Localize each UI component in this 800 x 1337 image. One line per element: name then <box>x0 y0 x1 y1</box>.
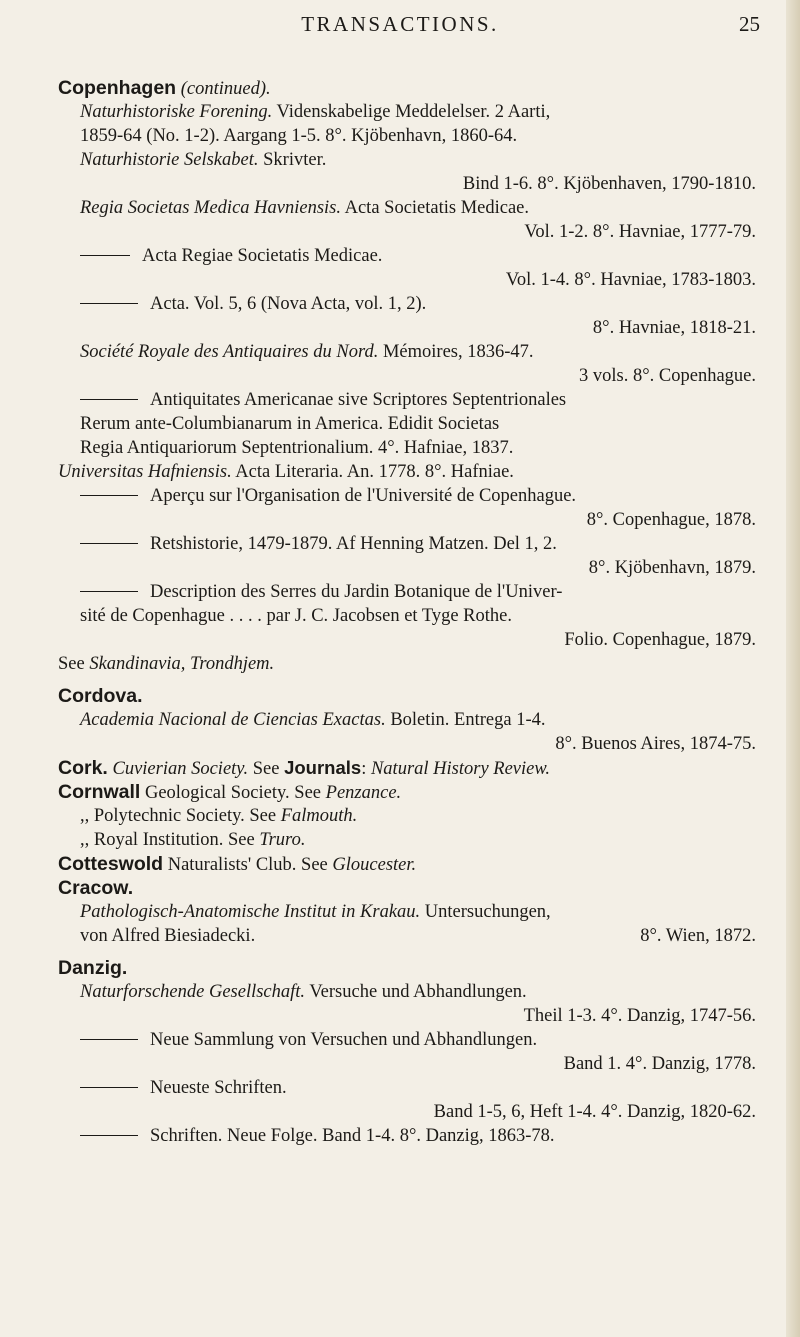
heading-cordova: Cordova. <box>58 685 143 707</box>
cordova-line-2: 8°. Buenos Aires, 1874-75. <box>555 734 756 754</box>
entry-text: Skrivter. <box>258 150 327 170</box>
entry-imprint: 8°. Wien, 1872. <box>640 926 756 946</box>
entry-text: Untersuchungen, <box>420 902 551 922</box>
entry-text: Description des Serres du Jardin Botanique de l'Univer- <box>150 582 563 602</box>
cracow-line-1 <box>58 900 756 924</box>
entry-text: Mémoires, 1836-47. <box>378 342 534 362</box>
heading-cornwall: Cornwall <box>58 781 141 803</box>
society-title: Academia Nacional de Ciencias Exactas. <box>80 710 386 730</box>
danzig-line-7 <box>58 1124 756 1148</box>
entry-text: Royal Institution. See <box>89 830 260 850</box>
ditto-dash <box>80 399 138 400</box>
cracow-line-2 <box>58 924 756 948</box>
ditto-mark: ,, <box>80 830 90 850</box>
copenhagen-line-22: sité de Copenhague . . . . par J. C. Jacobsen et Tyge Rothe. <box>80 606 512 626</box>
entry-text: Acta. Vol. 5, 6 (Nova Acta, vol. 1, 2). <box>150 294 427 314</box>
society-title: Naturhistoriske Forening. <box>80 102 273 122</box>
entry-text: Boletin. Entrega 1-4. <box>385 710 546 730</box>
copenhagen-line-11 <box>58 340 756 364</box>
entry-text: von Alfred Biesiadecki. <box>80 926 256 946</box>
copenhagen-line-17 <box>58 484 756 508</box>
see-label: See <box>248 759 285 779</box>
ditto-dash <box>80 1039 138 1040</box>
ditto-dash <box>80 1087 138 1088</box>
copenhagen-line-10: 8°. Havniae, 1818-21. <box>592 318 756 338</box>
society-title: Pathologisch-Anatomische Institut in Krakau. <box>80 902 421 922</box>
copenhagen-line-2: 1859-64 (No. 1-2). Aargang 1-5. 8°. Kjöbenhavn, 1860-64. <box>80 126 518 146</box>
heading-cork: Cork. <box>58 757 108 779</box>
see-ref: Truro. <box>259 830 306 850</box>
copenhagen-line-3 <box>58 148 756 172</box>
see-ref: Natural History Review. <box>370 759 550 779</box>
copenhagen-line-23: Folio. Copenhague, 1879. <box>564 630 756 650</box>
copenhagen-line-9 <box>58 292 756 316</box>
see-label: See <box>58 654 90 674</box>
page-number: 25 <box>739 12 760 36</box>
entry-cotteswold <box>58 852 756 876</box>
danzig-line-4: Band 1. 4°. Danzig, 1778. <box>563 1054 756 1074</box>
danzig-line-2: Theil 1-3. 4°. Danzig, 1747-56. <box>523 1006 756 1026</box>
entry-heading-copenhagen <box>58 76 756 100</box>
entry-text: Acta Literaria. An. 1778. 8°. Hafniae. <box>231 462 514 482</box>
punctuation: : <box>361 759 371 779</box>
heading-copenhagen: Copenhagen <box>58 77 177 99</box>
ditto-dash <box>80 1135 138 1136</box>
ditto-mark: ,, <box>80 806 90 826</box>
entry-text: Polytechnic Society. See <box>89 806 281 826</box>
cordova-line-1 <box>58 708 756 732</box>
copenhagen-line-13 <box>58 388 756 412</box>
ditto-dash <box>80 495 138 496</box>
society-title: Regia Societas Medica Havniensis. <box>80 198 341 218</box>
cornwall-line-3 <box>58 828 756 852</box>
copenhagen-line-8: Vol. 1-4. 8°. Havniae, 1783-1803. <box>505 270 756 290</box>
copenhagen-line-20: 8°. Kjöbenhavn, 1879. <box>588 558 756 578</box>
running-head-title: TRANSACTIONS. <box>301 12 499 36</box>
copenhagen-line-7 <box>58 244 756 268</box>
heading-note: (continued). <box>180 79 271 99</box>
ditto-dash <box>80 591 138 592</box>
copenhagen-line-14: Rerum ante-Columbianarum in America. Edidit Societas <box>80 414 500 434</box>
heading-cotteswold: Cotteswold <box>58 853 164 875</box>
entry-text: Naturalists' Club. See <box>163 855 333 875</box>
entry-text: Geological Society. See <box>140 783 326 803</box>
danzig-line-5 <box>58 1076 756 1100</box>
copenhagen-line-21 <box>58 580 756 604</box>
entry-text: Retshistorie, 1479-1879. Af Henning Matzen. Del 1, 2. <box>150 534 557 554</box>
copenhagen-line-18: 8°. Copenhague, 1878. <box>586 510 756 530</box>
text-body <box>58 76 756 1148</box>
entry-text: Versuche und Abhandlungen. <box>305 982 527 1002</box>
cornwall-line-2 <box>58 804 756 828</box>
entry-text: Acta Societatis Medicae. <box>341 198 530 218</box>
society-title: Naturforschende Gesellschaft. <box>80 982 306 1002</box>
copenhagen-see-also <box>58 652 756 676</box>
copenhagen-line-19 <box>58 532 756 556</box>
entry-text: Neue Sammlung von Versuchen und Abhandlungen. <box>150 1030 538 1050</box>
society-title: Société Royale des Antiquaires du Nord. <box>80 342 379 362</box>
copenhagen-line-12: 3 vols. 8°. Copenhague. <box>579 366 756 386</box>
see-ref: Penzance. <box>325 783 402 803</box>
see-ref: Gloucester. <box>332 855 417 875</box>
heading-danzig: Danzig. <box>58 957 128 979</box>
entry-text: Neueste Schriften. <box>150 1078 287 1098</box>
entry-text: Schriften. Neue Folge. Band 1-4. 8°. Danzig, 1863-78. <box>150 1126 555 1146</box>
heading-cracow: Cracow. <box>58 877 134 899</box>
entry-cornwall <box>58 780 756 804</box>
copenhagen-line-5 <box>58 196 756 220</box>
entry-text: Acta Regiae Societatis Medicae. <box>142 246 383 266</box>
see-ref: Falmouth. <box>280 806 358 826</box>
copenhagen-line-6: Vol. 1-2. 8°. Havniae, 1777-79. <box>524 222 756 242</box>
danzig-line-3 <box>58 1028 756 1052</box>
copenhagen-line-15: Regia Antiquariorum Septentrionalium. 4°. Hafniae, 1837. <box>80 438 514 458</box>
see-refs: Skandinavia, Trondhjem. <box>89 654 275 674</box>
entry-cork <box>58 756 756 780</box>
society-title: Cuvierian Society. <box>112 759 249 779</box>
journals-ref: Journals <box>284 757 362 778</box>
danzig-line-1 <box>58 980 756 1004</box>
ditto-dash <box>80 543 138 544</box>
entry-text: Aperçu sur l'Organisation de l'Université de Copenhague. <box>150 486 577 506</box>
entry-text: Videnskabelige Meddelelser. 2 Aarti, <box>272 102 551 122</box>
copenhagen-line-16 <box>58 460 756 484</box>
ditto-dash <box>80 255 130 256</box>
society-title: Universitas Hafniensis. <box>58 462 232 482</box>
copenhagen-line-4: Bind 1-6. 8°. Kjöbenhaven, 1790-1810. <box>462 174 756 194</box>
danzig-line-6: Band 1-5, 6, Heft 1-4. 4°. Danzig, 1820-62. <box>433 1102 756 1122</box>
page-edge <box>786 0 800 1337</box>
entry-text: Antiquitates Americanae sive Scriptores Septentrionales <box>150 390 567 410</box>
society-title: Naturhistorie Selskabet. <box>80 150 259 170</box>
running-head <box>0 12 800 52</box>
ditto-dash <box>80 303 138 304</box>
copenhagen-line-1 <box>58 100 756 124</box>
